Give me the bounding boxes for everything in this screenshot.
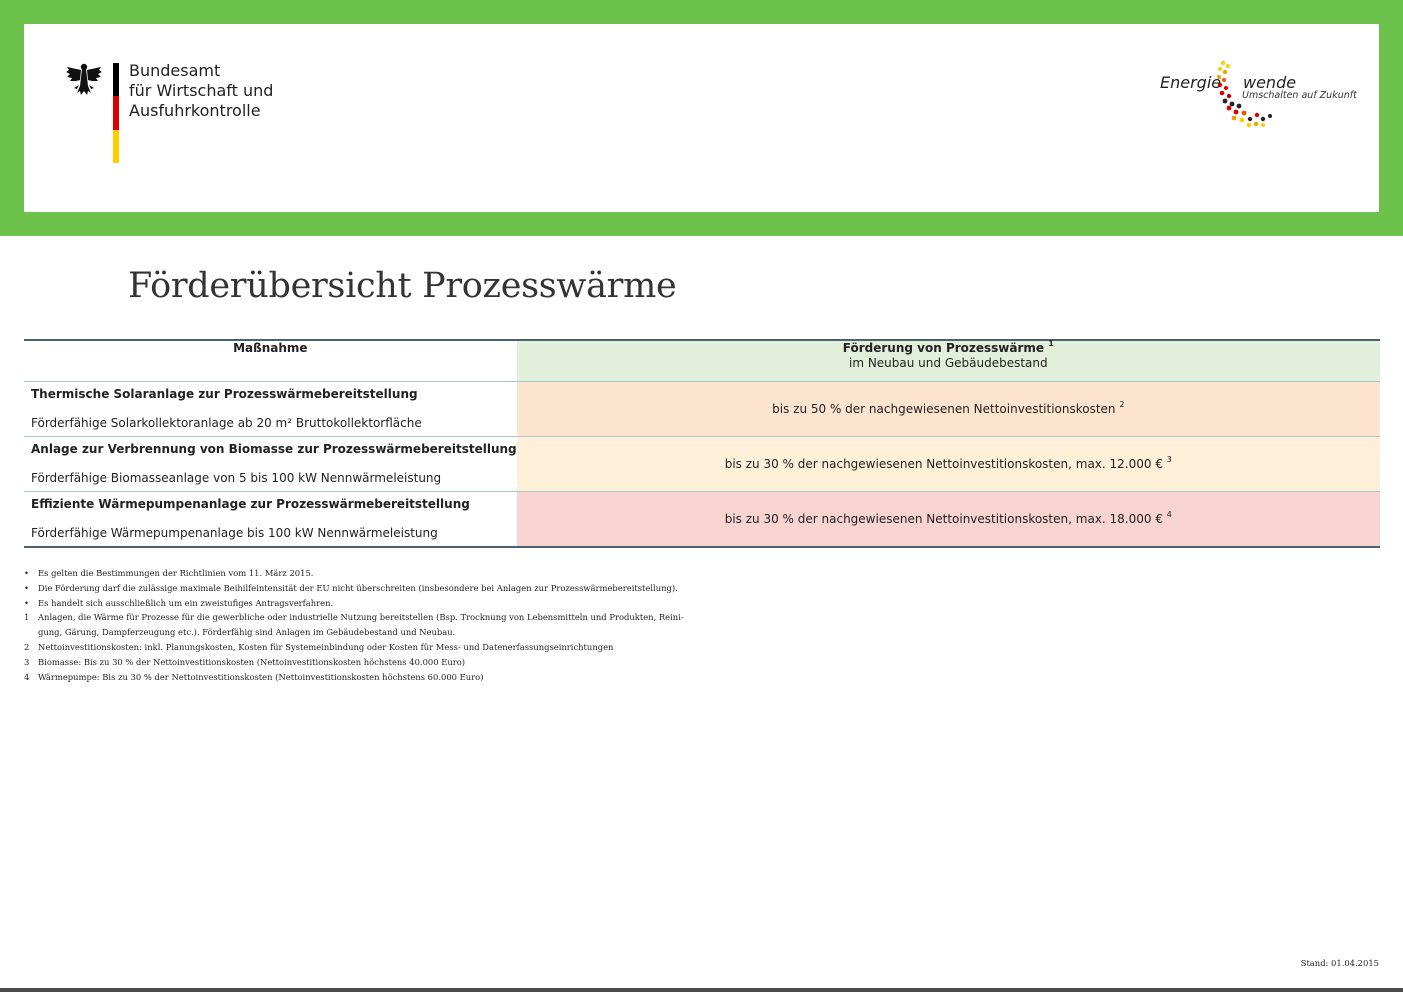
bafa-line-2: für Wirtschaft und: [129, 81, 274, 100]
funding-cell: [517, 382, 1380, 437]
funding-text: bis zu 30 % der nachgewiesenen Nettoinvestitionskosten, max. 18.000 €: [724, 512, 1163, 526]
bottom-rule: [0, 988, 1403, 992]
footnote-text: Anlagen, die Wärme für Prozesse für die gewerbliche oder industrielle Nutzung bereitstellen (Bsp. Trocknung von Lebensmitteln und Produkten, Reini-: [38, 612, 684, 623]
energiewende-word-2: wende: [1243, 73, 1297, 92]
footnote: [24, 581, 684, 596]
footnote: [24, 610, 684, 625]
footnote: [24, 640, 684, 655]
footnote-text: Nettoinvestitionskosten: inkl. Planungskosten, Kosten für Systemeinbindung oder Kosten für Mess- und Datenerfassungseinrichtungen: [38, 641, 614, 652]
footnote-text: Biomasse: Bis zu 30 % der Nettoinvestitionskosten (Nettoinvestitionskosten höchstens 40.000 Euro): [38, 656, 466, 667]
flag-black-stripe: [113, 63, 119, 96]
footnote: [24, 596, 684, 611]
header-funding-sup: 1: [1048, 339, 1054, 348]
german-flag-bar: [113, 63, 119, 163]
footnote-marker: 4: [24, 671, 30, 682]
flag-gold-stripe: [113, 130, 119, 163]
table-row: [24, 437, 1380, 492]
header-funding-title: Förderung von Prozesswärme: [842, 341, 1045, 355]
energiewende-logo: [1160, 58, 1357, 138]
funding-cell: [517, 492, 1380, 548]
measure-cell: [24, 382, 517, 437]
footnote-text: Die Förderung darf die zulässige maximale Beihilfeintensität der EU nicht überschreiten (insbesondere bei Anlagen zur Prozesswärmebereitstellung).: [38, 582, 678, 593]
table-header-row: [24, 340, 1380, 382]
federal-eagle-icon: [64, 60, 104, 100]
energiewende-tagline: Umschalten auf Zukunft: [1242, 90, 1357, 101]
measure-title: Anlage zur Verbrennung von Biomasse zur Prozesswärmebereitstellung: [31, 442, 517, 456]
footnote-continuation: gung, Gärung, Dampferzeugung etc.). Förderfähig sind Anlagen im Gebäudebestand und Neubau.: [38, 627, 456, 638]
footnote-marker: •: [24, 597, 29, 608]
funding-text: bis zu 50 % der nachgewiesenen Nettoinvestitionskosten: [772, 402, 1116, 416]
funding-sup: 2: [1119, 400, 1125, 409]
measure-cell: [24, 437, 517, 492]
footnote-marker: •: [24, 582, 29, 593]
funding-table: [24, 339, 1380, 548]
header-funding: [517, 340, 1380, 382]
footnote-text: Wärmepumpe: Bis zu 30 % der Nettoinvestitionskosten (Nettoinvestitionskosten höchstens 60.000 Euro): [38, 671, 484, 682]
measure-title: Effiziente Wärmepumpenanlage zur Prozesswärmebereitstellung: [31, 497, 470, 511]
footnote-marker: 3: [24, 656, 30, 667]
footnote-text: Es handelt sich ausschließlich um ein zweistufiges Antragsverfahren.: [38, 597, 334, 608]
funding-sup: 3: [1166, 455, 1172, 464]
table-row: [24, 492, 1380, 548]
footnote-marker: 1: [24, 612, 30, 623]
footnote-marker: 2: [24, 641, 30, 652]
footnote-text: Es gelten die Bestimmungen der Richtlinien vom 11. März 2015.: [38, 568, 314, 578]
footnotes: [24, 566, 684, 684]
footnote-marker: •: [24, 568, 29, 578]
bafa-logo-text: [129, 61, 273, 121]
stand-date: Stand: 01.04.2015: [1300, 958, 1379, 968]
funding-text: bis zu 30 % der nachgewiesenen Nettoinvestitionskosten, max. 12.000 €: [724, 457, 1163, 471]
footnote: [24, 566, 684, 581]
measure-subtitle: Förderfähige Solarkollektoranlage ab 20 m² Bruttokollektorfläche: [31, 416, 422, 430]
table-row: [24, 382, 1380, 437]
bafa-line-3: Ausfuhrkontrolle: [129, 101, 261, 120]
footnote: [24, 655, 684, 670]
page-title: Förderübersicht Prozesswärme: [128, 266, 677, 306]
footnote: [24, 670, 684, 685]
measure-cell: [24, 492, 517, 548]
energiewende-word-1: Energie: [1160, 73, 1222, 92]
funding-sup: 4: [1166, 510, 1172, 519]
measure-title: Thermische Solaranlage zur Prozesswärmebereitstellung: [31, 387, 418, 401]
funding-cell: [517, 437, 1380, 492]
header-funding-sub: im Neubau und Gebäudebestand: [848, 356, 1048, 370]
header-measure: Maßnahme: [24, 340, 517, 382]
bafa-line-1: Bundesamt: [129, 61, 221, 80]
measure-subtitle: Förderfähige Wärmepumpenanlage bis 100 kW Nennwärmeleistung: [31, 526, 438, 540]
measure-subtitle: Förderfähige Biomasseanlage von 5 bis 100 kW Nennwärmeleistung: [31, 471, 442, 485]
flag-red-stripe: [113, 96, 119, 129]
